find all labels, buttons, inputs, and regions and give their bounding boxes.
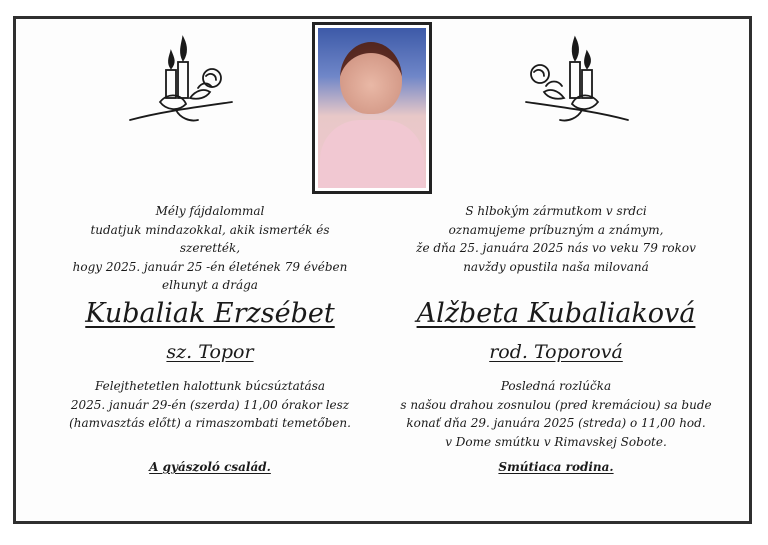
hungarian-name: Kubaliak Erzsébet — [85, 298, 335, 329]
slovak-details — [396, 377, 716, 451]
sk-detail-line: konať dňa 29. januára 2025 (streda) o 11,00 hod. — [406, 416, 706, 430]
slovak-intro — [396, 202, 716, 276]
portrait-frame — [312, 22, 432, 194]
hu-detail-line: 2025. január 29-én (szerda) 11,00 órakor lesz — [70, 397, 350, 412]
sk-intro-line: navždy opustila naša milovaná — [463, 259, 649, 274]
hu-intro-line: Mély fájdalommal — [155, 204, 265, 218]
candles-rose-icon-right — [518, 32, 638, 127]
sk-detail-line: v Dome smútku v Rimavskej Sobote. — [445, 434, 667, 449]
hu-detail-line: Felejthetetlen halottunk búcsúztatása — [94, 379, 326, 393]
hu-detail-line: (hamvasztás előtt) a rimaszombati temetőben. — [69, 416, 351, 430]
hu-intro-line: elhunyt a drága — [162, 278, 258, 292]
sk-intro-line: oznamujeme príbuzným a známym, — [448, 222, 664, 237]
hungarian-maiden-name: sz. Topor — [166, 341, 254, 363]
hu-intro-line: tudatjuk mindazokkal, akik ismerték és szerették, — [90, 222, 330, 255]
hu-intro-line: hogy 2025. január 25 -én életének 79 évében — [72, 259, 348, 274]
sk-detail-line: Posledná rozlúčka — [500, 379, 612, 393]
slovak-name: Alžbeta Kubaliaková — [416, 298, 696, 329]
hungarian-signature: A gyászoló család. — [149, 460, 271, 474]
slovak-maiden-name: rod. Toporová — [489, 341, 623, 363]
hungarian-intro — [60, 202, 360, 295]
portrait-photo — [318, 28, 426, 188]
slovak-signature: Smútiaca rodina. — [498, 460, 614, 474]
sk-detail-line: s našou drahou zosnulou (pred kremáciou) sa bude — [400, 397, 712, 412]
candles-rose-icon-left — [120, 32, 240, 127]
sk-intro-line: S hlbokým zármutkom v srdci — [465, 204, 647, 218]
sk-intro-line: že dňa 25. januára 2025 nás vo veku 79 rokov — [416, 241, 696, 255]
hungarian-details — [60, 377, 360, 433]
